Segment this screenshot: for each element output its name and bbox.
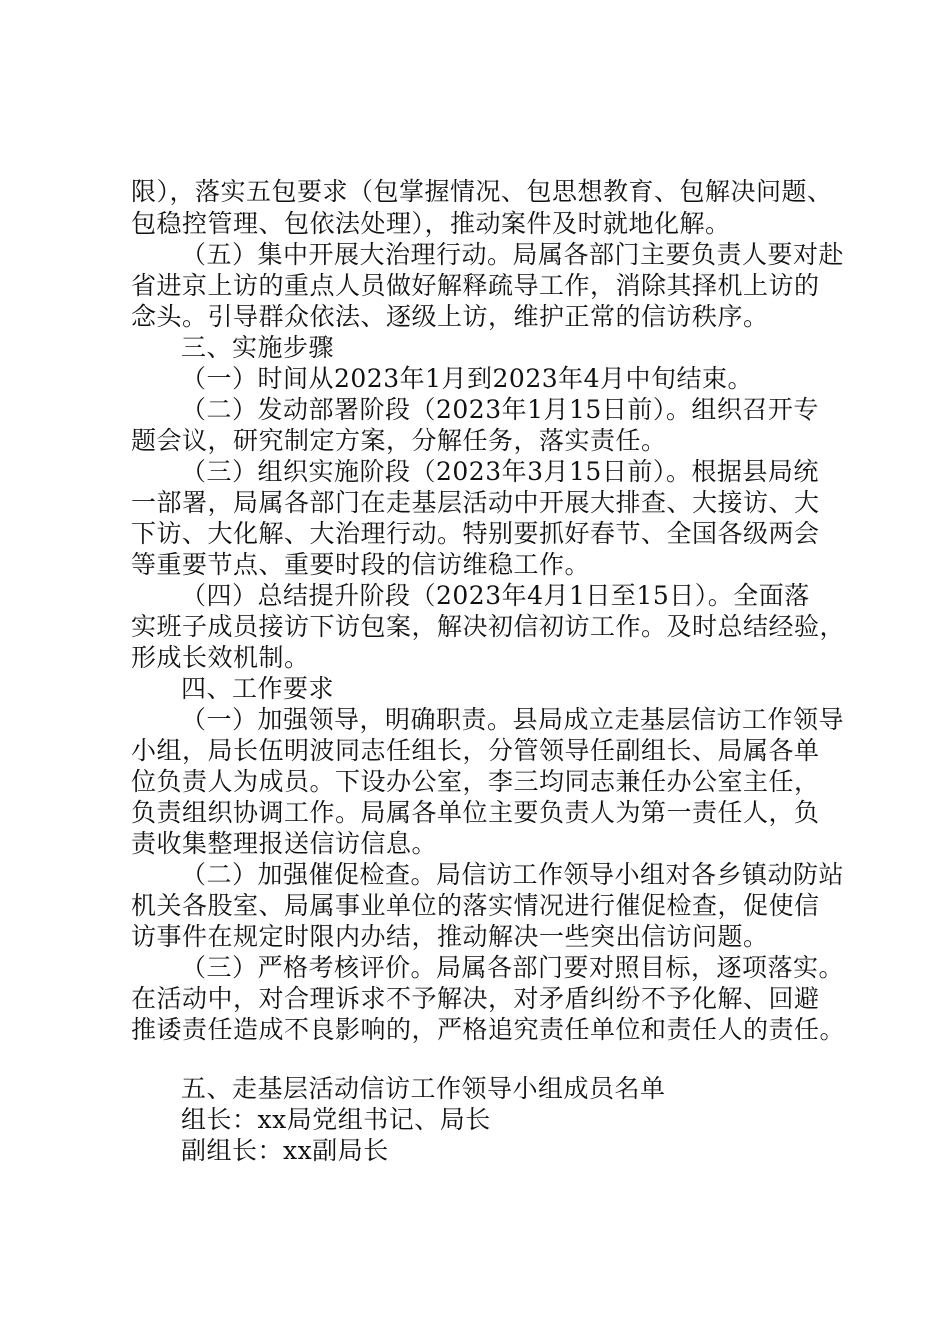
section-heading: 四、工作要求: [181, 674, 335, 703]
paragraph-start-line: （一）加强领导，明确职责。县局成立走基层信访工作领导: [181, 705, 845, 734]
text-line: 一部署，局属各部门在走基层活动中开展大排查、大接访、大: [131, 488, 820, 517]
text-line: 推诿责任造成不良影响的，严格追究责任单位和责任人的责任。: [131, 1015, 846, 1044]
paragraph-start-line: （五）集中开展大治理行动。局属各部门主要负责人要对赴: [181, 240, 845, 269]
paragraph-start-line: （四）总结提升阶段（2023年4月1日至15日）。全面落: [181, 581, 810, 610]
text-line: 在活动中，对合理诉求不予解决，对矛盾纠纷不予化解、回避: [131, 984, 820, 1013]
paragraph-start-line: （一）时间从2023年1月到2023年4月中旬结束。: [181, 364, 754, 393]
paragraph-start-line: （三）组织实施阶段（2023年3月15日前）。根据县局统: [181, 457, 819, 486]
section-heading: 五、走基层活动信访工作领导小组成员名单: [181, 1074, 666, 1103]
text-line: 包稳控管理、包依法处理），推动案件及时就地化解。: [131, 209, 731, 238]
text-line: 下访、大化解、大治理行动。特别要抓好春节、全国各级两会: [131, 519, 820, 548]
text-line: 访事件在规定时限内办结，推动解决一些突出信访问题。: [131, 922, 769, 951]
member-line-leader: 组长：xx局党组书记、局长: [181, 1105, 491, 1134]
text-line: 念头。引导群众依法、逐级上访，维护正常的信访秩序。: [131, 302, 769, 331]
paragraph-start-line: （二）发动部署阶段（2023年1月15日前）。组织召开专: [181, 395, 819, 424]
text-line: 负责组织协调工作。局属各单位主要负责人为第一责任人，负: [131, 798, 820, 827]
text-line: 位负责人为成员。下设办公室，李三均同志兼任办公室主任，: [131, 767, 820, 796]
text-line: 责收集整理报送信访信息。: [131, 829, 438, 858]
text-line: 机关各股室、局属事业单位的落实情况进行催促检查，促使信: [131, 891, 820, 920]
text-line: 题会议，研究制定方案，分解任务，落实责任。: [131, 426, 667, 455]
text-line: 小组，局长伍明波同志任组长，分管领导任副组长、局属各单: [131, 736, 820, 765]
paragraph-start-line: （二）加强催促检查。局信访工作领导小组对各乡镇动防站: [181, 860, 845, 889]
text-line: 形成长效机制。: [131, 643, 310, 672]
text-line: 限），落实五包要求（包掌握情况、包思想教育、包解决问题、: [131, 177, 833, 206]
section-heading: 三、实施步骤: [181, 333, 335, 362]
paragraph-start-line: （三）严格考核评价。局属各部门要对照目标，逐项落实。: [181, 953, 845, 982]
member-line-deputy: 副组长：xx副局长: [181, 1136, 389, 1165]
text-line: 省进京上访的重点人员做好解释疏导工作，消除其择机上访的: [131, 271, 820, 300]
text-line: 实班子成员接访下访包案，解决初信初访工作。及时总结经验，: [131, 612, 846, 641]
text-line: 等重要节点、重要时段的信访维稳工作。: [131, 550, 591, 579]
